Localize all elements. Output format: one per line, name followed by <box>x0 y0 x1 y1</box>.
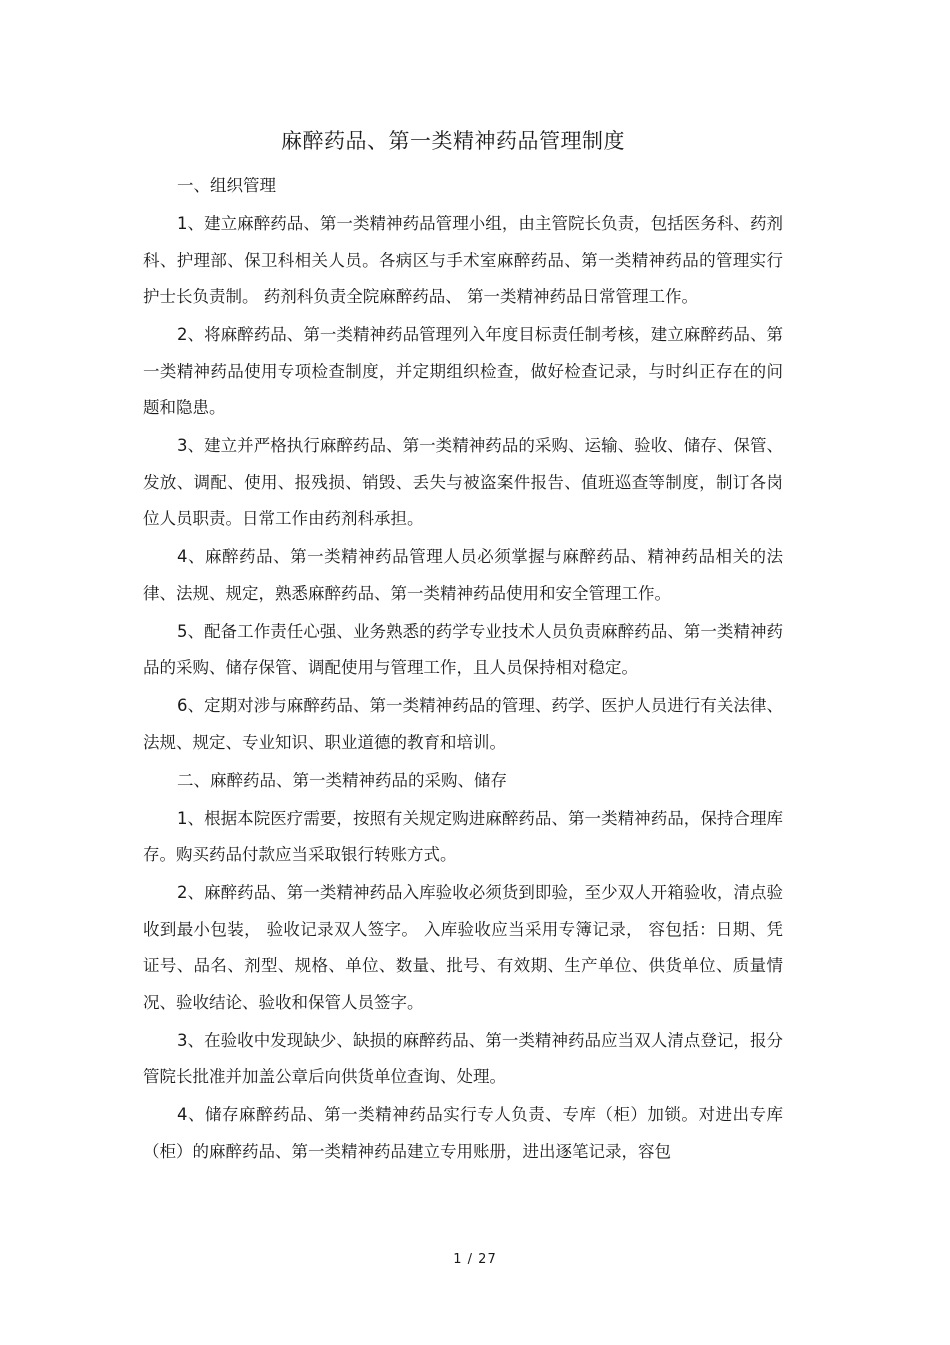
paragraph: 2、将麻醉药品、第一类精神药品管理列入年度目标责任制考核，建立麻醉药品、第一类精神药品使用专项检查制度，并定期组织检查，做好检查记录，与时纠正存在的问题和隐患。 <box>143 325 783 417</box>
paragraph: 6、定期对涉与麻醉药品、第一类精神药品的管理、药学、医护人员进行有关法律、法规、规定、专业知识、职业道德的教育和培训。 <box>143 696 783 752</box>
document-title: 麻醉药品、第一类精神药品管理制度 <box>281 129 625 153</box>
section-heading: 二、麻醉药品、第一类精神药品的采购、储存 <box>177 770 507 790</box>
paragraph: 3、建立并严格执行麻醉药品、第一类精神药品的采购、运输、验收、储存、保管、发放、调配、使用、报残损、销毁、丢失与被盗案件报告、值班巡查等制度，制订各岗位人员职责。日常工作由药剂科承担。 <box>143 436 783 528</box>
document-body <box>143 168 783 1172</box>
paragraph: 1、根据本院医疗需要，按照有关规定购进麻醉药品、第一类精神药品，保持合理库存。购买药品付款应当采取银行转账方式。 <box>143 808 783 864</box>
page-number: 1 / 27 <box>453 1252 497 1267</box>
paragraph: 5、配备工作责任心强、业务熟悉的药学专业技术人员负责麻醉药品、第一类精神药品的采购、储存保管、调配使用与管理工作，且人员保持相对稳定。 <box>143 621 783 677</box>
paragraph: 4、储存麻醉药品、第一类精神药品实行专人负责、专库（柜）加锁。对进出专库（柜）的麻醉药品、第一类精神药品建立专用账册，进出逐笔记录，容包 <box>143 1105 783 1161</box>
paragraph: 2、麻醉药品、第一类精神药品入库验收必须货到即验，至少双人开箱验收，清点验收到最小包装， 验收记录双人签字。 入库验收应当采用专簿记录， 容包括：日期、凭证号、品名、剂型、规格、单位、数量、批号、有效期、生产单位、供货单位、质量情况、验收结论、验收和保管人员签字。 <box>143 883 783 1012</box>
paragraph: 1、建立麻醉药品、第一类精神药品管理小组，由主管院长负责，包括医务科、药剂科、护理部、保卫科相关人员。各病区与手术室麻醉药品、第一类精神药品的管理实行护士长负责制。 药剂科负责全院麻醉药品、 第一类精神药品日常管理工作。 <box>143 214 783 306</box>
section-heading: 一、组织管理 <box>177 176 276 195</box>
paragraph: 4、麻醉药品、第一类精神药品管理人员必须掌握与麻醉药品、精神药品相关的法律、法规、规定，熟悉麻醉药品、第一类精神药品使用和安全管理工作。 <box>143 547 783 603</box>
paragraph: 3、在验收中发现缺少、缺损的麻醉药品、第一类精神药品应当双人清点登记，报分管院长批准并加盖公章后向供货单位查询、处理。 <box>143 1030 783 1086</box>
